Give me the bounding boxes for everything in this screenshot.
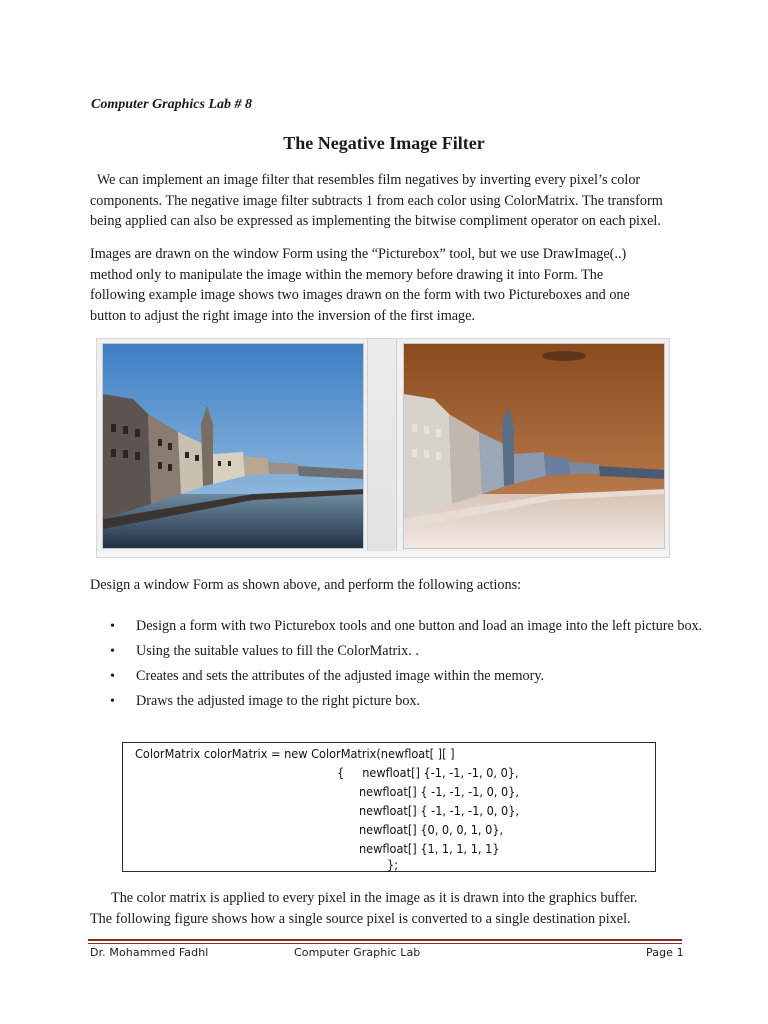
list-item-text: Using the suitable values to fill the ColorMatrix. . <box>136 643 419 659</box>
action-list <box>108 616 708 716</box>
footer-course: Computer Graphic Lab <box>294 946 421 959</box>
negative-image-picturebox <box>403 343 665 549</box>
paragraph-line: The following figure shows how a single source pixel is converted to a single destination pixel. <box>90 910 631 927</box>
form-splitter <box>367 339 397 557</box>
list-item <box>108 691 708 712</box>
list-item-text: Draws the adjusted image to the right picture box. <box>136 693 421 709</box>
code-line: newfloat[] { -1, -1, -1, 0, 0}, <box>359 784 520 799</box>
paragraph-line: Images are drawn on the window Form using the “Picturebox” tool, but we use DrawImage(..) <box>90 246 627 262</box>
paragraph-line: components. The negative image filter subtracts 1 from each color using ColorMatrix. The transform <box>90 192 663 209</box>
paragraph-line: The color matrix is applied to every pixel in the image as it is drawn into the graphics buffer. <box>90 890 638 906</box>
list-item <box>108 666 708 687</box>
city-river-photo <box>103 344 364 549</box>
list-item <box>108 641 708 662</box>
form-bottom-bar <box>97 551 669 557</box>
code-line: newfloat[] {0, 0, 0, 1, 0}, <box>359 822 504 837</box>
code-line: { newfloat[] {-1, -1, -1, 0, 0}, <box>337 765 519 780</box>
paragraph-line: method only to manipulate the image within the memory before drawing it into Form. The <box>90 266 604 283</box>
list-item-text: Creates and sets the attributes of the adjusted image within the memory. <box>136 668 545 684</box>
bullet-icon: • <box>110 694 115 709</box>
paragraph-line: following example image shows two images drawn on the form with two Pictureboxes and one <box>90 287 630 304</box>
lab-header: Computer Graphics Lab # 8 <box>91 97 253 112</box>
footer-rule <box>88 939 682 941</box>
paragraph-line: being applied can also be expressed as implementing the bitwise compliment operator on each pixel. <box>90 213 661 230</box>
footer-rule-thin <box>88 943 682 944</box>
paragraph-picturebox <box>90 244 708 326</box>
negative-photo <box>404 344 665 549</box>
form-screenshot-figure <box>96 338 670 558</box>
list-item-text: Design a form with two Picturebox tools and one button and load an image into the left picture box. <box>136 618 703 634</box>
code-block <box>122 742 656 872</box>
footer-author: Dr. Mohammed Fadhl <box>90 946 209 959</box>
paragraph-line: We can implement an image filter that resembles film negatives by inverting every pixel’s color <box>90 172 641 188</box>
code-line: newfloat[] { -1, -1, -1, 0, 0}, <box>359 803 520 818</box>
code-line: ColorMatrix colorMatrix = new ColorMatrix(newfloat[ ][ ] <box>135 746 455 761</box>
code-line: newfloat[] {1, 1, 1, 1, 1} <box>359 841 500 856</box>
code-line: }; <box>387 857 399 872</box>
bullet-icon: • <box>110 644 115 659</box>
footer-page-number: Page 1 <box>646 946 684 959</box>
document-title: The Negative Image Filter <box>283 133 485 153</box>
list-item <box>108 616 708 637</box>
paragraph-intro <box>90 170 708 232</box>
bullet-icon: • <box>110 669 115 684</box>
original-image-picturebox <box>102 343 364 549</box>
paragraph-closing <box>90 888 720 929</box>
paragraph-line: button to adjust the right image into the inversion of the first image. <box>90 307 475 324</box>
bullet-icon: • <box>110 619 115 634</box>
design-intro: Design a window Form as shown above, and perform the following actions: <box>90 577 522 593</box>
